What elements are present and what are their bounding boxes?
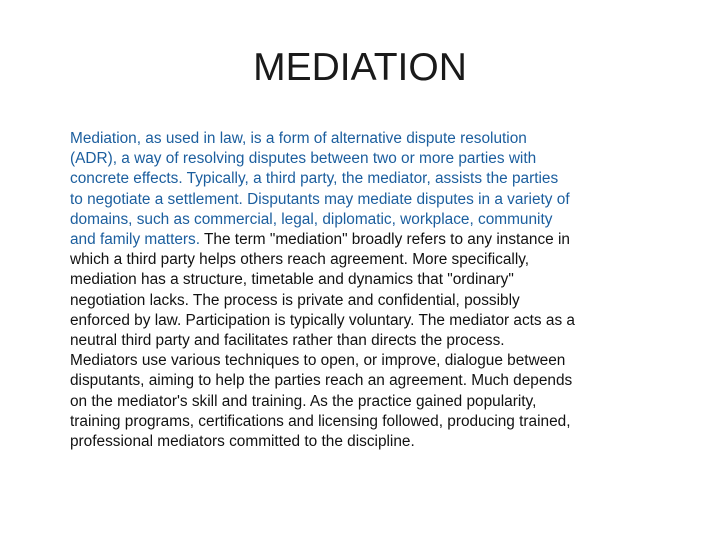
body-line: on the mediator's skill and training. As the practice gained popularity, [70,392,537,410]
body-line: mediation has a structure, timetable and dynamics that "ordinary" [70,271,514,289]
body-line: Mediation, as used in law, is a form of alternative dispute resolution [70,130,527,147]
slide-body [70,129,680,452]
body-line: which a third party helps others reach agreement. More specifically, [70,251,530,269]
body-line-colored-part: and family matters. [70,231,201,249]
body-line-plain-part: The term "mediation" broadly refers to any instance in [200,231,570,249]
body-line: concrete effects. Typically, a third party, the mediator, assists the parties [70,170,559,188]
body-line-mixed [70,230,680,250]
body-line: training programs, certifications and licensing followed, producing trained, [70,412,571,430]
body-line: professional mediators committed to the discipline. [70,433,415,451]
body-line: to negotiate a settlement. Disputants may mediate disputes in a variety of [70,190,570,208]
body-line: enforced by law. Participation is typically voluntary. The mediator acts as a [70,311,575,329]
body-line: domains, such as commercial, legal, diplomatic, workplace, community [70,210,553,228]
body-line: Mediators use various techniques to open, or improve, dialogue between [70,352,566,370]
body-line: neutral third party and facilitates rather than directs the process. [70,332,505,350]
body-line: negotiation lacks. The process is private and confidential, possibly [70,291,520,309]
body-line: (ADR), a way of resolving disputes between two or more parties with [70,150,537,168]
body-line: disputants, aiming to help the parties reach an agreement. Much depends [70,372,573,390]
slide-title: MEDIATION [253,46,467,89]
